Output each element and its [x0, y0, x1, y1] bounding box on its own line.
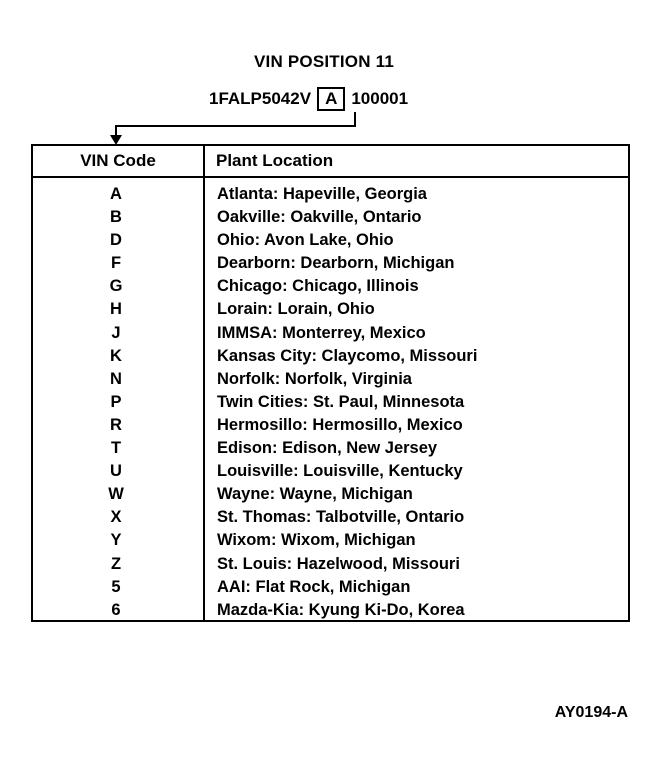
header-vin-code: VIN Code	[80, 151, 156, 170]
plant-location-cell: Wixom: Wixom, Michigan	[217, 531, 416, 550]
vin-code-cell: G	[109, 277, 123, 296]
vin-code-cell: H	[110, 300, 122, 319]
vin-code-cell: U	[110, 462, 122, 481]
plant-location-cell: St. Thomas: Talbotville, Ontario	[217, 508, 465, 527]
vin-code-cell: B	[110, 208, 122, 227]
vin-position-11-box: A	[317, 87, 345, 111]
figure-title: VIN POSITION 11	[254, 52, 394, 71]
plant-location-cell: Dearborn: Dearborn, Michigan	[217, 254, 455, 273]
table-body	[33, 183, 628, 622]
table-row	[33, 322, 628, 345]
header-plant-location: Plant Location	[216, 151, 334, 170]
table-row	[33, 576, 628, 599]
table-row	[33, 553, 628, 576]
plant-location-cell: Mazda-Kia: Kyung Ki-Do, Korea	[217, 600, 465, 619]
table-row	[33, 252, 628, 275]
table-row	[33, 599, 628, 622]
plant-location-cell: Ohio: Avon Lake, Ohio	[217, 231, 394, 250]
vin-suffix: 100001	[351, 89, 409, 108]
plant-location-cell: Lorain: Lorain, Ohio	[217, 300, 375, 319]
plant-location-cell: Atlanta: Hapeville, Georgia	[217, 185, 427, 203]
table-row	[33, 229, 628, 252]
vin-prefix: 1FALP5042V	[209, 89, 312, 108]
vin-code-cell: T	[110, 439, 122, 458]
vin-code-cell: A	[110, 185, 122, 203]
vin-code-cell: K	[110, 346, 122, 365]
table-row	[33, 506, 628, 529]
vin-code-cell: P	[110, 392, 122, 411]
vin-code-cell: R	[110, 415, 122, 434]
vin-code-cell: D	[110, 231, 122, 250]
table-row	[33, 275, 628, 298]
plant-location-cell: AAI: Flat Rock, Michigan	[217, 577, 411, 596]
table-header	[33, 146, 628, 178]
plant-code-table	[31, 144, 630, 622]
plant-location-cell: Oakville: Oakville, Ontario	[217, 208, 422, 227]
figure-id: AY0194-A	[554, 704, 628, 721]
plant-location-cell: Edison: Edison, New Jersey	[217, 439, 438, 458]
plant-location-cell: Kansas City: Claycomo, Missouri	[217, 346, 478, 365]
vin-code-cell: 5	[111, 577, 121, 596]
table-row	[33, 483, 628, 506]
plant-location-cell: IMMSA: Monterrey, Mexico	[217, 323, 426, 342]
vin-code-cell: 6	[111, 600, 121, 619]
plant-location-cell: Twin Cities: St. Paul, Minnesota	[217, 392, 465, 411]
table-row	[33, 298, 628, 321]
plant-location-cell: Louisville: Louisville, Kentucky	[217, 462, 463, 481]
table-row	[33, 391, 628, 414]
plant-location-cell: Chicago: Chicago, Illinois	[217, 277, 419, 296]
plant-location-cell: Wayne: Wayne, Michigan	[217, 485, 413, 504]
plant-location-cell: Norfolk: Norfolk, Virginia	[217, 369, 412, 388]
plant-location-cell: Hermosillo: Hermosillo, Mexico	[217, 415, 463, 434]
table-row	[33, 183, 628, 206]
vin-code-cell: Z	[110, 554, 122, 573]
table-row	[33, 206, 628, 229]
vin-code-cell: J	[111, 323, 121, 342]
vin-code-cell: N	[110, 369, 122, 388]
vin-code-cell: Y	[110, 531, 122, 550]
vin-example	[209, 86, 408, 112]
table-row	[33, 460, 628, 483]
vin-code-cell: F	[110, 254, 122, 273]
table-row	[33, 437, 628, 460]
vin-code-cell: W	[108, 485, 124, 504]
plant-location-cell: St. Louis: Hazelwood, Missouri	[217, 554, 460, 573]
table-row	[33, 368, 628, 391]
vin-code-cell: X	[110, 508, 122, 527]
table-row	[33, 529, 628, 552]
table-row	[33, 414, 628, 437]
table-row	[33, 345, 628, 368]
